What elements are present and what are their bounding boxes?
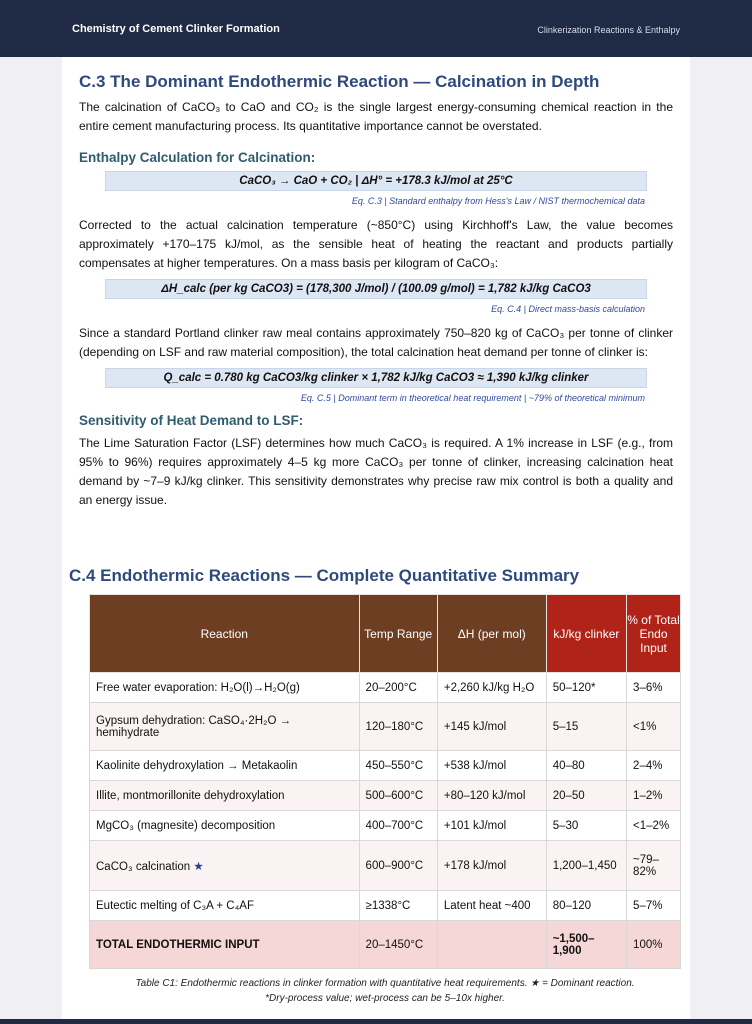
cell-reaction xyxy=(90,841,360,891)
section-c4-title: C.4 Endothermic Reactions — Complete Quantitative Summary xyxy=(69,566,580,585)
cell-kj: ~1,500–1,900 xyxy=(546,921,626,969)
kirchhoff-paragraph: Corrected to the actual calcination temperature (~850°C) using Kirchhoff's Law, the value becomes approximately +170–175 kJ/mol, as the sensible heat of heating the reactant and products partially compensates at higher temperatures. On a mass basis per kilogram of CaCO₃: xyxy=(79,218,673,270)
table-row xyxy=(90,751,681,781)
cell-pct: 5–7% xyxy=(627,891,681,921)
header-temp: Temp Range xyxy=(359,595,437,673)
enthalpy-subheading: Enthalpy Calculation for Calcination: xyxy=(79,150,316,165)
section-title: Clinkerization Reactions & Enthalpy xyxy=(537,25,680,35)
cell-dh xyxy=(437,921,546,969)
cell-temp: 450–550°C xyxy=(359,751,437,781)
cell-dh: +538 kJ/mol xyxy=(437,751,546,781)
table-caption-line1: Table C1: Endothermic reactions in clinker formation with quantitative heat requirements. ★ = Dominant reaction. xyxy=(135,978,635,989)
cell-reaction-text: CaCO₃ calcination xyxy=(96,860,191,873)
footer-bar xyxy=(0,1019,752,1024)
cell-reaction: MgCO₃ (magnesite) decomposition xyxy=(90,811,360,841)
cell-reaction: Eutectic melting of C₃A + C₄AF xyxy=(90,891,360,921)
intro-paragraph: The calcination of CaCO₃ to CaO and CO₂ is the single largest energy-consuming chemical reaction in the entire cement manufacturing process. Its quantitative importance cannot be overstated. xyxy=(79,100,673,133)
cell-kj: 40–80 xyxy=(546,751,626,781)
endothermic-table xyxy=(89,594,681,969)
cell-kj: 1,200–1,450 xyxy=(546,841,626,891)
header-pct: % of Total Endo Input xyxy=(627,595,681,673)
cell-pct: <1–2% xyxy=(627,811,681,841)
table-caption-line2: *Dry-process value; wet-process can be 5–10x higher. xyxy=(265,993,505,1004)
cell-dh: +178 kJ/mol xyxy=(437,841,546,891)
table-row xyxy=(90,841,681,891)
cell-kj: 80–120 xyxy=(546,891,626,921)
cell-dh: +2,260 kJ/kg H₂O xyxy=(437,673,546,703)
header-reaction: Reaction xyxy=(90,595,360,673)
cell-pct: ~79–82% xyxy=(627,841,681,891)
cell-temp: 600–900°C xyxy=(359,841,437,891)
equation-c5: Q_calc = 0.780 kg CaCO3/kg clinker × 1,782 kJ/kg CaCO3 ≈ 1,390 kJ/kg clinker xyxy=(105,368,647,388)
equation-c3: CaCO₃ → CaO + CO₂ | ΔH° = +178.3 kJ/mol at 25°C xyxy=(105,171,647,191)
lsf-paragraph: The Lime Saturation Factor (LSF) determines how much CaCO₃ is required. A 1% increase in LSF (e.g., from 95% to 96%) requires approximately 4–5 kg more CaCO₃ per tonne of clinker, increasing calcination heat demand by ~7–9 kJ/kg clinker. This sensitivity demonstrates why precise raw mix control is both a quality and an energy issue. xyxy=(79,436,673,507)
cell-reaction: Kaolinite dehydroxylation → Metakaolin xyxy=(90,751,360,781)
left-margin-shade xyxy=(0,57,62,1024)
cell-dh: +101 kJ/mol xyxy=(437,811,546,841)
cell-dh: +80–120 kJ/mol xyxy=(437,781,546,811)
table-row xyxy=(90,703,681,751)
equation-c3-caption: Eq. C.3 | Standard enthalpy from Hess's Law / NIST thermochemical data xyxy=(351,196,645,206)
cell-kj: 50–120* xyxy=(546,673,626,703)
cell-temp: 20–1450°C xyxy=(359,921,437,969)
header-dh: ΔH (per mol) xyxy=(437,595,546,673)
cell-reaction: TOTAL ENDOTHERMIC INPUT xyxy=(90,921,360,969)
equation-c5-caption: Eq. C.5 | Dominant term in theoretical heat requirement | ~79% of theoretical minimum xyxy=(300,393,645,403)
cell-pct: <1% xyxy=(627,703,681,751)
section-c3 xyxy=(79,72,673,510)
cell-reaction: Gypsum dehydration: CaSO₄·2H₂O → hemihydrate xyxy=(90,703,360,751)
table-total-row xyxy=(90,921,681,969)
cell-temp: ≥1338°C xyxy=(359,891,437,921)
header-bar xyxy=(0,0,752,57)
lsf-subheading: Sensitivity of Heat Demand to LSF: xyxy=(79,413,304,428)
right-margin-shade xyxy=(690,57,752,1024)
equation-c4: ΔH_calc (per kg CaCO3) = (178,300 J/mol) / (100.09 g/mol) = 1,782 kJ/kg CaCO3 xyxy=(105,279,647,299)
cell-temp: 400–700°C xyxy=(359,811,437,841)
cell-dh: Latent heat ~400 xyxy=(437,891,546,921)
cell-reaction: Free water evaporation: H₂O(l)→H₂O(g) xyxy=(90,673,360,703)
table-row xyxy=(90,673,681,703)
cell-kj: 5–30 xyxy=(546,811,626,841)
star-icon: ★ xyxy=(193,860,204,873)
section-c3-title: C.3 The Dominant Endothermic Reaction — Calcination in Depth xyxy=(79,72,600,91)
table-row xyxy=(90,781,681,811)
cell-reaction: Illite, montmorillonite dehydroxylation xyxy=(90,781,360,811)
table-row xyxy=(90,811,681,841)
table-row xyxy=(90,891,681,921)
cell-temp: 500–600°C xyxy=(359,781,437,811)
document-title: Chemistry of Cement Clinker Formation xyxy=(72,23,280,35)
cell-pct: 1–2% xyxy=(627,781,681,811)
equation-c4-caption: Eq. C.4 | Direct mass-basis calculation xyxy=(491,304,645,314)
cell-kj: 20–50 xyxy=(546,781,626,811)
cell-kj: 5–15 xyxy=(546,703,626,751)
cell-temp: 20–200°C xyxy=(359,673,437,703)
cell-pct: 100% xyxy=(627,921,681,969)
header-kj: kJ/kg clinker xyxy=(546,595,626,673)
cell-temp: 120–180°C xyxy=(359,703,437,751)
table-caption xyxy=(89,976,681,1006)
cell-dh: +145 kJ/mol xyxy=(437,703,546,751)
raw-meal-paragraph: Since a standard Portland clinker raw meal contains approximately 750–820 kg of CaCO₃ per tonne of clinker (depending on LSF and raw material composition), the total calcination heat demand per tonne of clinker is: xyxy=(79,326,673,359)
cell-pct: 3–6% xyxy=(627,673,681,703)
cell-pct: 2–4% xyxy=(627,751,681,781)
